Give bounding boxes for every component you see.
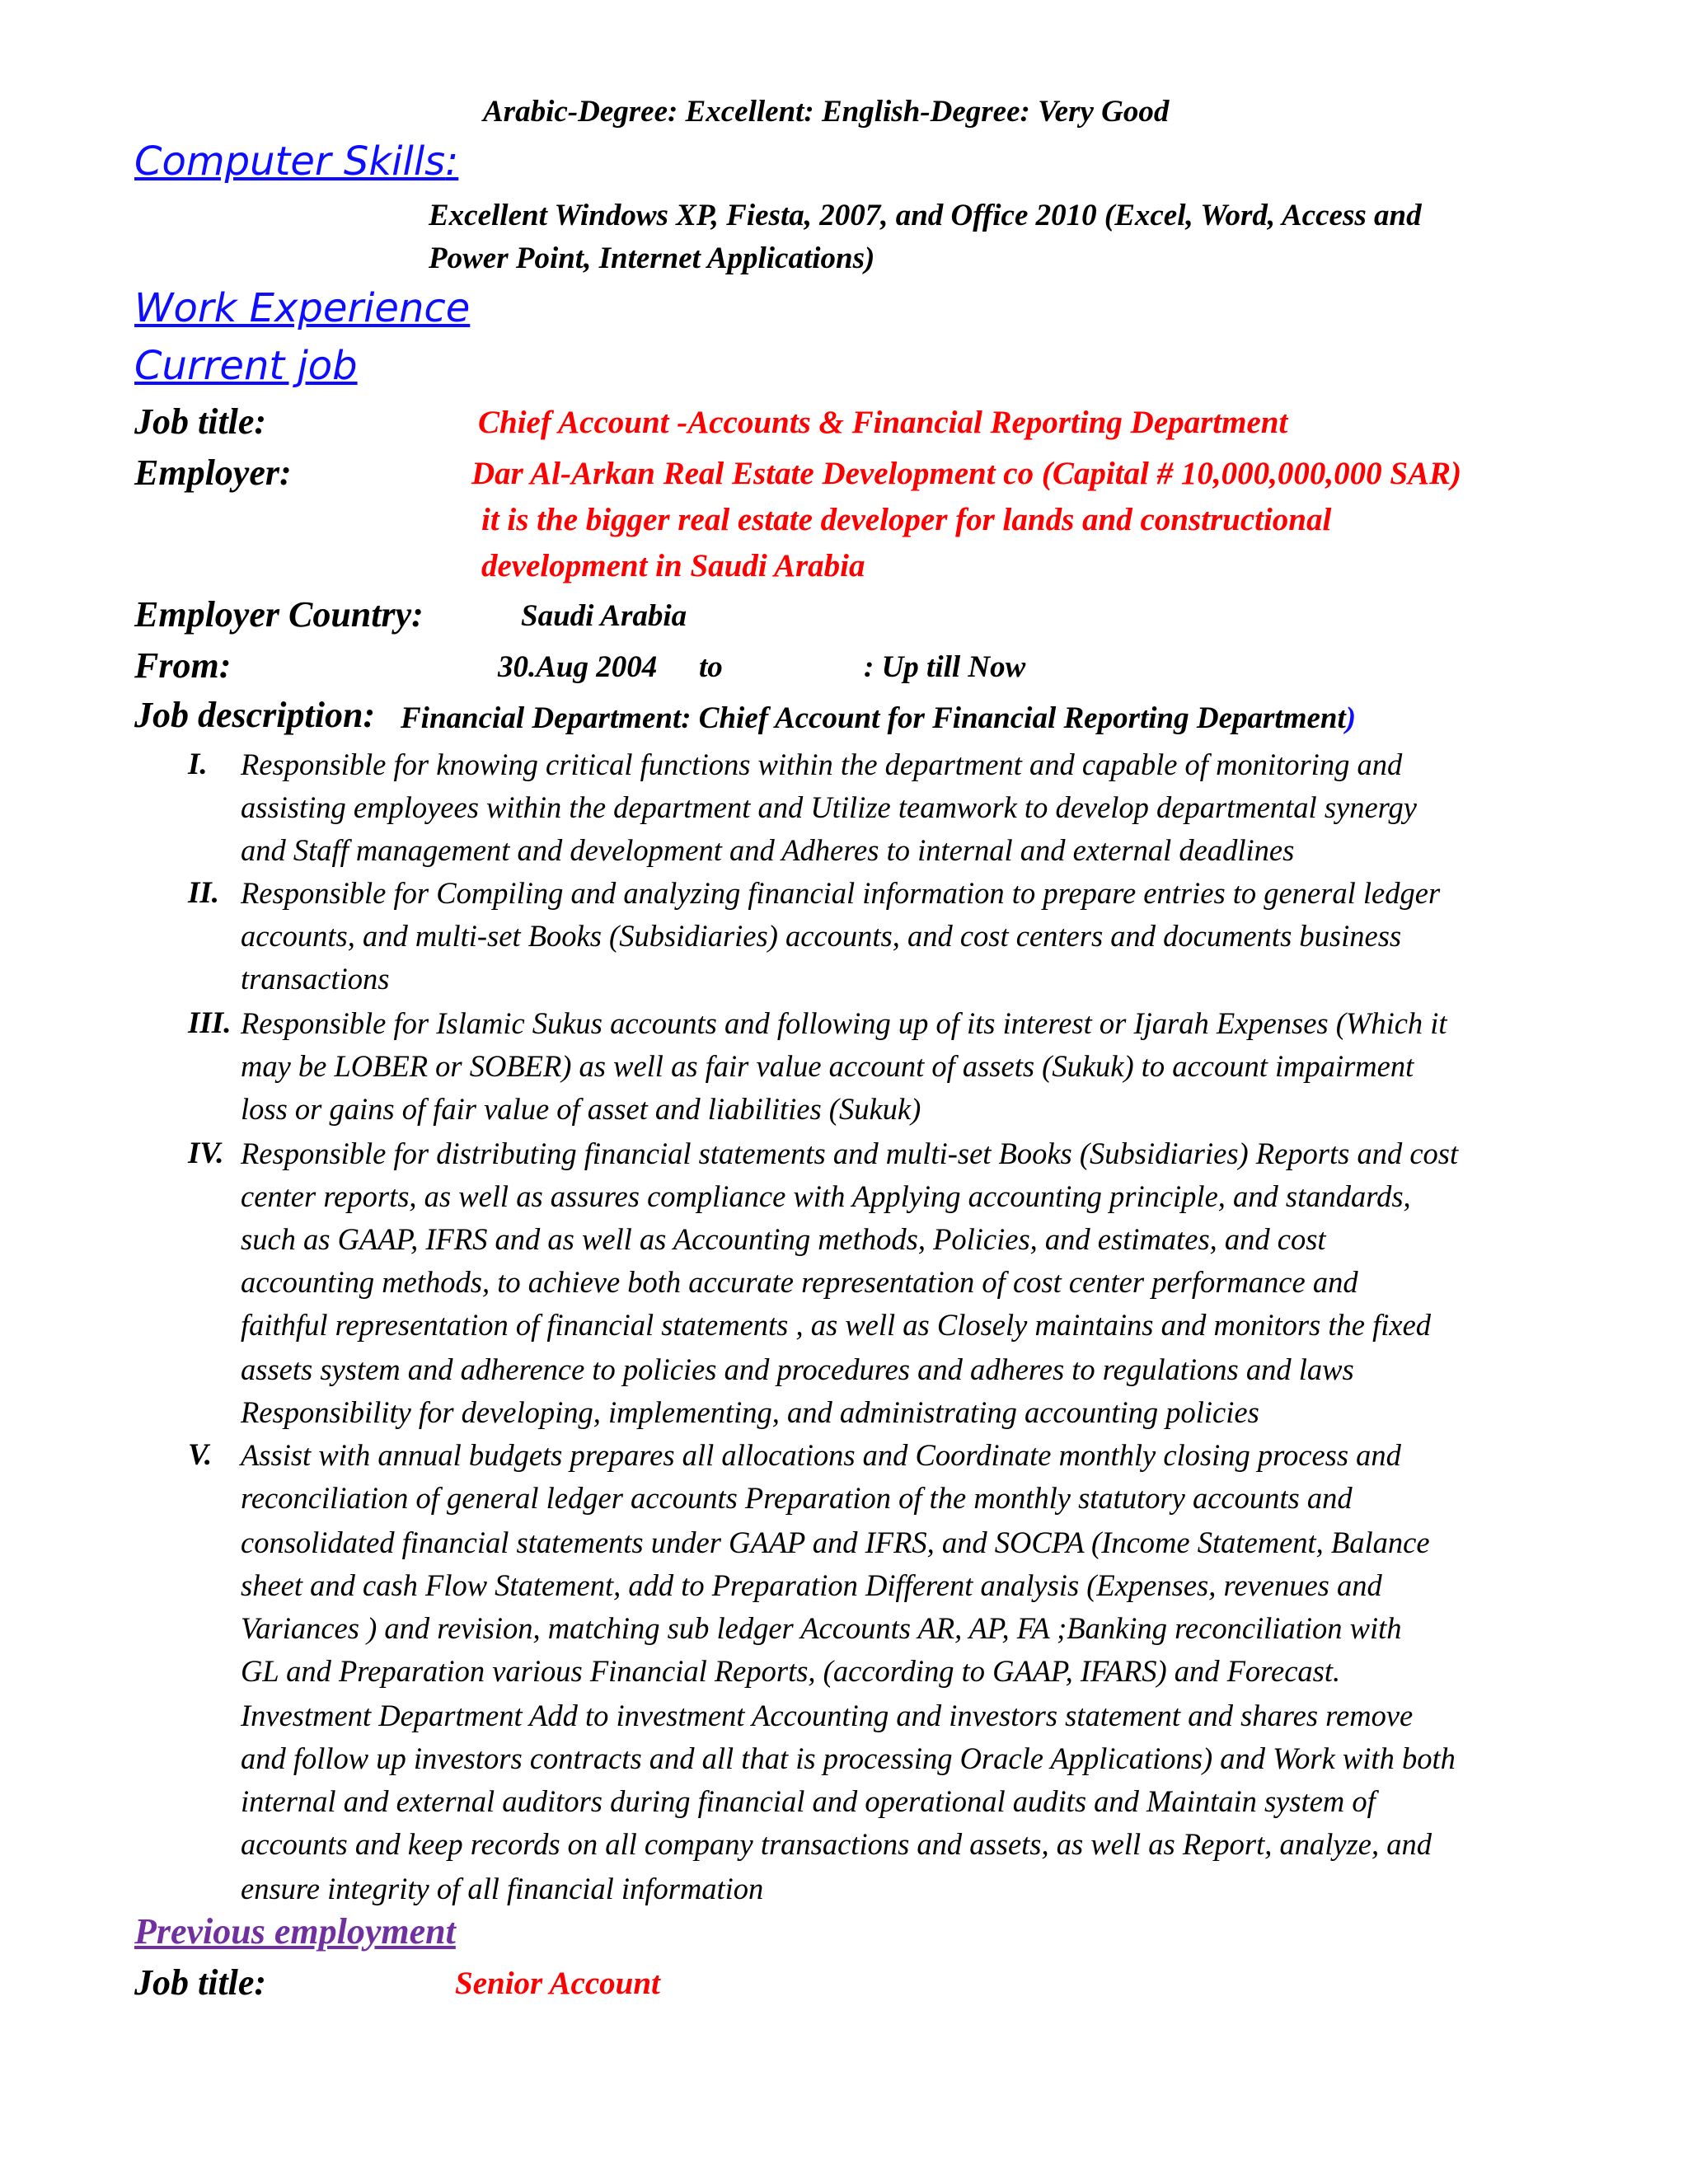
to-label: to <box>699 650 723 684</box>
from-value: 30.Aug 2004 <box>498 650 658 684</box>
employer-line-3: development in Saudi Arabia <box>481 548 865 583</box>
duty-line: Responsible for Compiling and analyzing financial information to prepare entries to general ledger <box>241 876 1441 910</box>
employer-country-value: Saudi Arabia <box>521 599 687 633</box>
duty-line: accounts, and multi-set Books (Subsidiaries) accounts, and cost centers and documents business <box>241 919 1402 953</box>
previous-employment-heading: Previous employment <box>134 1911 456 1952</box>
job-description-value <box>401 701 1356 736</box>
computer-skills-heading <box>134 138 458 185</box>
duty-line: accounting methods, to achieve both accurate representation of cost center performance and <box>241 1265 1358 1299</box>
duty-numeral: II. <box>188 876 220 910</box>
employer-label: Employer: <box>134 452 292 493</box>
duty-line: Responsible for knowing critical functions within the department and capable of monitoring and <box>241 748 1403 781</box>
duty-line: consolidated financial statements under GAAP and IFRS, and SOCPA (Income Statement, Balance <box>241 1526 1430 1559</box>
duty-line: Responsible for Islamic Sukus accounts and following up of its interest or Ijarah Expenses (Which it <box>241 1006 1447 1040</box>
languages-line: Arabic-Degree: Excellent: English-Degree: Very Good <box>483 95 1170 129</box>
employer-country-label: Employer Country: <box>134 594 424 635</box>
work-experience-heading: Work Experience <box>134 285 471 331</box>
duty-line: faithful representation of financial statements , as well as Closely maintains and monitors the fixed <box>241 1308 1432 1342</box>
job-description-text: Financial Department: Chief Account for Financial Reporting Department <box>401 701 1346 735</box>
computer-skills-line-1: Excellent Windows XP, Fiesta, 2007, and Office 2010 (Excel, Word, Access and <box>429 199 1422 232</box>
duty-line: sheet and cash Flow Statement, add to Preparation Different analysis (Expenses, revenues and <box>241 1568 1382 1602</box>
duty-line: assisting employees within the department and Utilize teamwork to develop departmental synergy <box>241 790 1417 824</box>
duty-line: reconciliation of general ledger accounts Preparation of the monthly statutory accounts and <box>241 1481 1353 1515</box>
previous-job-title-value: Senior Account <box>455 1966 660 2001</box>
duty-line: and Staff management and development and Adheres to internal and external deadlines <box>241 833 1295 867</box>
computer-skills-heading-text: Computer Skills <box>134 138 446 185</box>
computer-skills-line-2: Power Point, Internet Applications) <box>429 241 875 275</box>
duty-line: accounts and keep records on all company transactions and assets, as well as Report, analyze, and <box>241 1827 1432 1861</box>
duty-line: and follow up investors contracts and all that is processing Oracle Applications) and Work with both <box>241 1741 1456 1775</box>
duty-numeral: III. <box>188 1006 232 1040</box>
duty-line: Variances ) and revision, matching sub ledger Accounts AR, AP, FA ;Banking reconciliation with <box>241 1611 1402 1645</box>
duty-line: may be LOBER or SOBER) as well as fair value account of assets (Sukuk) to account impairment <box>241 1049 1414 1083</box>
duty-line: such as GAAP, IFRS and as well as Accounting methods, Policies, and estimates, and cost <box>241 1222 1326 1256</box>
duty-line: loss or gains of fair value of asset and liabilities (Sukuk) <box>241 1092 921 1126</box>
duty-line: transactions <box>241 962 390 996</box>
duty-line: Assist with annual budgets prepares all allocations and Coordinate monthly closing process and <box>241 1438 1401 1472</box>
job-title-value: Chief Account -Accounts & Financial Reporting Department <box>478 405 1288 440</box>
duty-line: GL and Preparation various Financial Reports, (according to GAAP, IFARS) and Forecast. <box>241 1654 1341 1688</box>
duty-line: Responsible for distributing financial statements and multi-set Books (Subsidiaries) Reports and cost <box>241 1137 1459 1170</box>
job-title-label: Job title: <box>134 401 267 442</box>
duty-numeral: IV. <box>188 1137 224 1170</box>
current-job-heading: Current job <box>134 343 358 389</box>
to-value: : Up till Now <box>864 650 1026 684</box>
duty-line: ensure integrity of all financial information <box>241 1872 764 1905</box>
from-label: From: <box>134 645 232 686</box>
duty-numeral: I. <box>188 748 208 781</box>
duty-line: assets system and adherence to policies and procedures and adheres to regulations and laws <box>241 1352 1354 1386</box>
duty-line: center reports, as well as assures compliance with Applying accounting principle, and standards, <box>241 1179 1411 1213</box>
duty-line: internal and external auditors during financial and operational audits and Maintain system of <box>241 1784 1376 1818</box>
duty-numeral: V. <box>188 1438 213 1472</box>
employer-line-2: it is the bigger real estate developer for lands and constructional <box>481 502 1332 537</box>
duty-line: Responsibility for developing, implementing, and administrating accounting policies <box>241 1395 1259 1429</box>
previous-job-title-label: Job title: <box>134 1962 267 2003</box>
computer-skills-colon: : <box>445 138 459 185</box>
duty-line: Investment Department Add to investment Accounting and investors statement and shares remove <box>241 1699 1414 1732</box>
employer-line-1: Dar Al-Arkan Real Estate Development co (Capital # 10,000,000,000 SAR) <box>471 456 1462 491</box>
job-description-label: Job description: <box>134 695 376 735</box>
job-description-paren: ) <box>1345 701 1357 735</box>
